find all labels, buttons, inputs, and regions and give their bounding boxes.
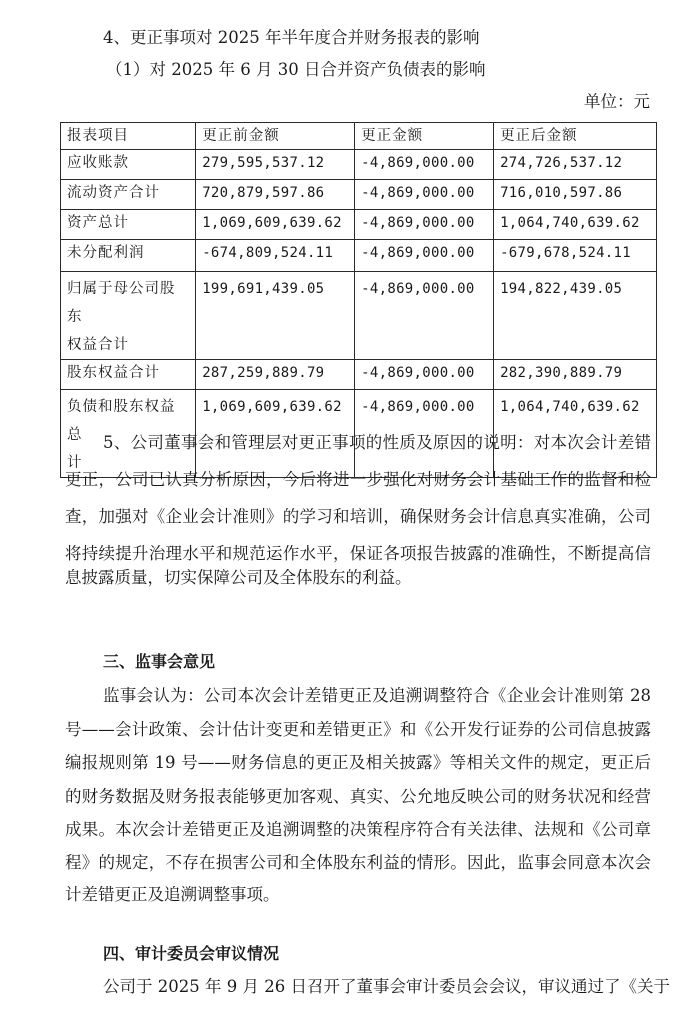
row-item-line2: 权益合计 xyxy=(67,337,129,353)
row-change: -4,869,000.00 xyxy=(355,180,494,210)
paragraph-line: 息披露质量，切实保障公司及全体股东的利益。 xyxy=(65,568,412,587)
paragraph-line: 计差错更正及追溯调整事项。 xyxy=(65,885,280,904)
header-item: 报表项目 xyxy=(61,123,196,150)
table-row xyxy=(61,240,657,272)
row-item-line1: 负债和股东权益总 xyxy=(67,399,176,443)
row-item: 应收账款 xyxy=(61,150,196,180)
row-after: 274,726,537.12 xyxy=(494,150,657,180)
row-item-line1: 归属于母公司股东 xyxy=(67,281,176,325)
row-change: -4,869,000.00 xyxy=(355,390,494,478)
paragraph-line: 的财务数据及财务报表能够更加客观、真实、公允地反映公司的财务状况和经营 xyxy=(65,787,651,806)
paragraph-line: 更正，公司已认真分析原因，今后将进一步强化对财务会计基础工作的监督和检 xyxy=(65,470,651,489)
row-before: -674,809,524.11 xyxy=(196,240,355,272)
section-4-title: 4、更正事项对 2025 年半年度合并财务报表的影响 xyxy=(103,28,480,47)
section-four-heading: 四、审计委员会审议情况 xyxy=(103,944,280,963)
unit-label: 单位：元 xyxy=(584,92,650,111)
section-three-heading: 三、监事会意见 xyxy=(103,652,216,671)
table-row xyxy=(61,150,657,180)
row-before: 279,595,537.12 xyxy=(196,150,355,180)
paragraph-line: 公司于 2025 年 9 月 26 日召开了董事会审计委员会会议，审议通过了《关于 xyxy=(103,977,670,996)
row-change: -4,869,000.00 xyxy=(355,272,494,360)
section-4-subtitle: （1）对 2025 年 6 月 30 日合并资产负债表的影响 xyxy=(106,60,486,79)
table-row xyxy=(61,210,657,240)
paragraph-line: 将持续提升治理水平和规范运作水平，保证各项报告披露的准确性，不断提高信 xyxy=(65,544,651,563)
row-before: 720,879,597.86 xyxy=(196,180,355,210)
row-change: -4,869,000.00 xyxy=(355,360,494,390)
balance-sheet-impact-table xyxy=(60,122,657,478)
header-after: 更正后金额 xyxy=(494,123,657,150)
row-after: -679,678,524.11 xyxy=(494,240,657,272)
row-change: -4,869,000.00 xyxy=(355,210,494,240)
paragraph-line: 5、公司董事会和管理层对更正事项的性质及原因的说明：对本次会计差错 xyxy=(103,433,651,452)
row-after: 282,390,889.79 xyxy=(494,360,657,390)
row-before: 1,069,609,639.62 xyxy=(196,210,355,240)
paragraph-line: 查，加强对《企业会计准则》的学习和培训，确保财务会计信息真实准确，公司 xyxy=(65,507,651,526)
table-row xyxy=(61,360,657,390)
row-before: 199,691,439.05 xyxy=(196,272,355,360)
header-change: 更正金额 xyxy=(355,123,494,150)
paragraph-line: 监事会认为：公司本次会计差错更正及追溯调整符合《企业会计准则第 28 xyxy=(103,686,651,705)
row-change: -4,869,000.00 xyxy=(355,240,494,272)
table-row xyxy=(61,272,657,360)
row-item xyxy=(61,272,196,360)
paragraph-line: 编报规则第 19 号——财务信息的更正及相关披露》等相关文件的规定，更正后 xyxy=(65,753,651,772)
row-before: 287,259,889.79 xyxy=(196,360,355,390)
row-after: 194,822,439.05 xyxy=(494,272,657,360)
row-item-line2: 计 xyxy=(67,455,83,471)
table-header-row xyxy=(61,123,657,150)
row-after: 716,010,597.86 xyxy=(494,180,657,210)
row-before: 1,069,609,639.62 xyxy=(196,390,355,478)
paragraph-line: 成果。本次会计差错更正及追溯调整的决策程序符合有关法律、法规和《公司章 xyxy=(65,820,651,839)
row-item: 流动资产合计 xyxy=(61,180,196,210)
row-item: 未分配利润 xyxy=(61,240,196,272)
row-item: 资产总计 xyxy=(61,210,196,240)
row-after: 1,064,740,639.62 xyxy=(494,210,657,240)
header-before: 更正前金额 xyxy=(196,123,355,150)
row-after: 1,064,740,639.62 xyxy=(494,390,657,478)
row-change: -4,869,000.00 xyxy=(355,150,494,180)
table-row xyxy=(61,180,657,210)
row-item: 股东权益合计 xyxy=(61,360,196,390)
paragraph-line: 程》的规定，不存在损害公司和全体股东利益的情形。因此，监事会同意本次会 xyxy=(65,853,651,872)
paragraph-line: 号——会计政策、会计估计变更和差错更正》和《公开发行证券的公司信息披露 xyxy=(65,720,651,739)
